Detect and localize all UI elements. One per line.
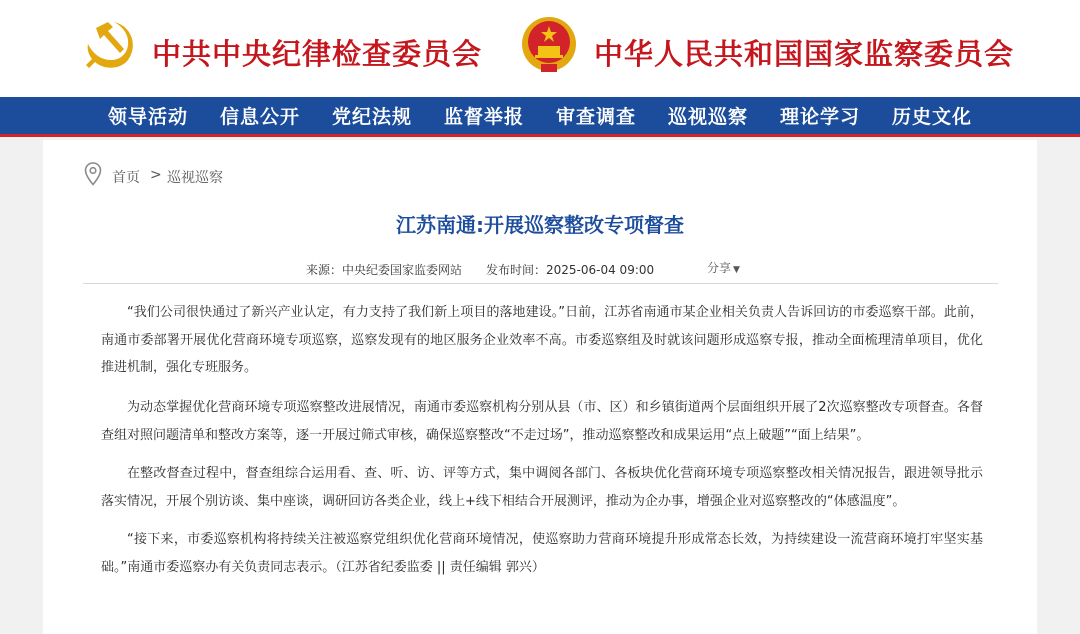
- main-nav: [0, 97, 1080, 137]
- location-pin-icon: [84, 162, 102, 186]
- article-paragraph: 为动态掌握优化营商环境专项巡察整改进展情况，南通市委巡察机构分别从县（市、区）和乡镇街道两个层面组织开展了2次巡察整改专项督查。各督查组对照问题清单和整改方案等，逐一开展过筛式审核，确保巡察整改“不走过场”，推动巡察整改和成果运用“点上破题”“面上结果”。: [101, 400, 983, 443]
- article-publish-time: 发布时间：2025-06-04 09:00: [486, 263, 655, 277]
- caret-down-icon: ▼: [733, 265, 740, 275]
- breadcrumb-separator: >: [150, 167, 162, 183]
- article-paragraph: 在整改督查过程中，督查组综合运用看、查、听、访、评等方式，集中调阅各部门、各板块优化营商环境专项巡察整改相关情况报告，跟进领导批示落实情况，开展个别访谈、集中座谈，调研回访各类企业，线上+线下相结合开展测评，推动为企办事，增强企业对巡察整改的“体感温度”。: [101, 466, 983, 509]
- nav-item-theory-study[interactable]: 理论学习: [780, 106, 861, 128]
- nav-item-party-regulations[interactable]: 党纪法规: [332, 106, 413, 128]
- nav-item-supervision-report[interactable]: 监督举报: [444, 106, 525, 128]
- nav-item-inspection[interactable]: 巡视巡察: [668, 106, 749, 128]
- org-title-right: 中华人民共和国国家监察委员会: [594, 37, 1015, 71]
- meta-divider: [83, 283, 998, 284]
- breadcrumb-home-link[interactable]: 首页: [112, 170, 140, 186]
- share-button[interactable]: [707, 259, 740, 276]
- article-panel: [43, 140, 1037, 634]
- hammer-sickle-icon: [84, 16, 140, 74]
- breadcrumb-current-link[interactable]: 巡视巡察: [167, 170, 223, 186]
- site-header: [0, 0, 1080, 97]
- article-paragraph: “我们公司很快通过了新兴产业认定，有力支持了我们新上项目的落地建设。”日前，江苏省南通市某企业相关负责人告诉回访的市委巡察干部。此前，南通市委部署开展优化营商环境专项巡察，巡察发现有的地区服务企业效率不高。市委巡察组及时就该问题形成巡察专报，推动全面梳理清单项目，优化推进机制，强化专班服务。: [101, 305, 983, 375]
- article-title: 江苏南通:开展巡察整改专项督查: [396, 213, 684, 237]
- nav-item-info-disclosure[interactable]: 信息公开: [220, 106, 301, 128]
- nav-item-history-culture[interactable]: 历史文化: [892, 106, 973, 128]
- nav-item-investigation[interactable]: 审查调查: [556, 106, 637, 128]
- article-paragraph: “接下来，市委巡察机构将持续关注被巡察党组织优化营商环境情况，使巡察助力营商环境提升形成常态长效，为持续建设一流营商环境打牢坚实基础。”南通市委巡察办有关负责同志表示。（江苏省纪委监委 || 责任编辑 郭兴）: [101, 532, 983, 575]
- org-title-left: 中共中央纪律检查委员会: [152, 37, 483, 71]
- nav-item-leadership[interactable]: 领导活动: [108, 106, 189, 128]
- share-label: 分享: [707, 261, 732, 275]
- national-emblem-icon: [519, 14, 579, 76]
- article-source: 来源：中央纪委国家监委网站: [306, 263, 463, 277]
